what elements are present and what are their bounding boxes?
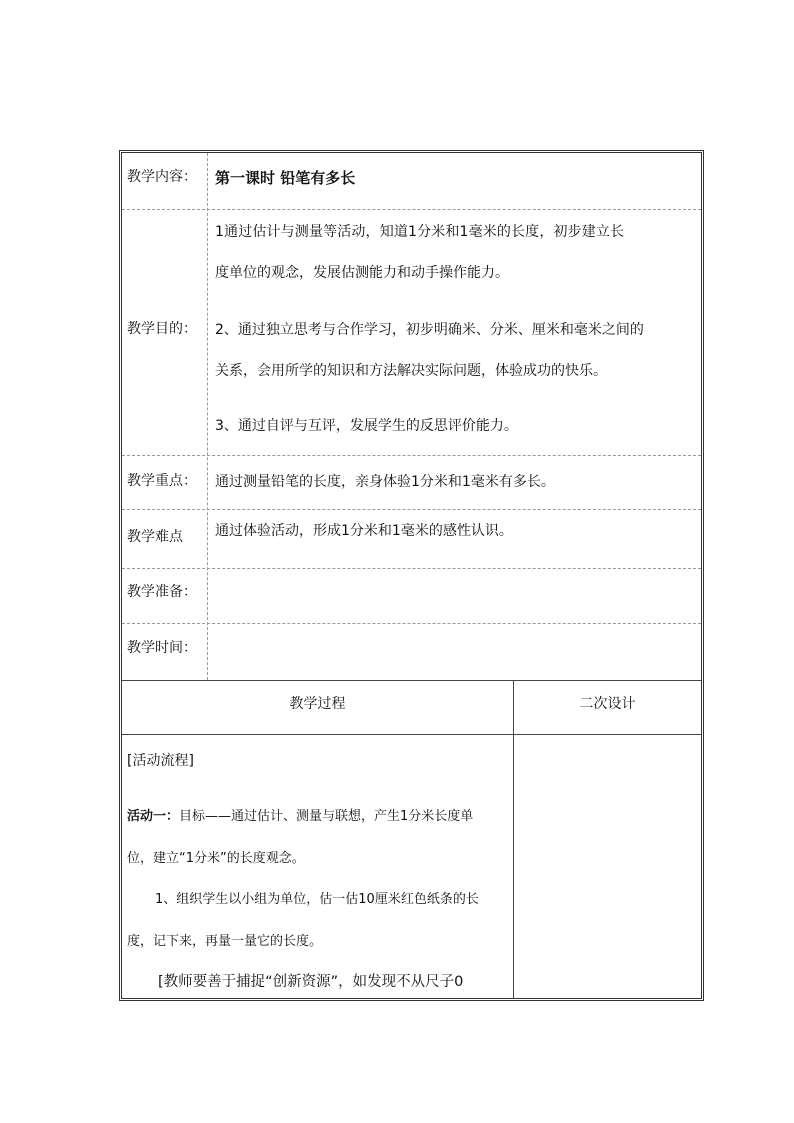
row-divider (122, 455, 701, 456)
difficulties-value: 通过体验活动，形成1分米和1毫米的感性认识。 (215, 523, 513, 539)
objective-1-line-1: 1通过估计与测量等活动，知道1分米和1毫米的长度，初步建立长 (215, 224, 625, 240)
step-1-line-2: 度，记下来，再量一量它的长度。 (127, 934, 323, 949)
teacher-note-line-1: [教师要善于捕捉“创新资源”，如发现不从尺子0 (158, 974, 464, 990)
step-1-line-1: 1、组织学生以小组为单位，估一估10厘米红色纸条的长 (155, 892, 479, 907)
objective-2-line-1: 2、通过独立思考与合作学习，初步明确米、分米、厘米和毫米之间的 (215, 322, 644, 338)
activity-1-line-1: 目标——通过估计、测量与联想，产生1分米长度单 (179, 809, 474, 824)
activity-1-line-2: 位，建立“1分米”的长度观念。 (127, 851, 305, 866)
content-value: 第一课时 铅笔有多长 (215, 169, 356, 187)
row-divider (122, 509, 701, 510)
difficulties-label: 教学难点 (127, 529, 183, 545)
process-header: 教学过程 (289, 696, 346, 712)
flow-title: [活动流程] (127, 753, 194, 769)
column-divider (513, 680, 514, 998)
objective-2-line-2: 关系，会用所学的知识和方法解决实际问题，体验成功的快乐。 (215, 363, 607, 379)
column-divider (207, 153, 208, 680)
content-label: 教学内容： (127, 169, 197, 185)
row-divider (122, 568, 701, 569)
activity-1-label: 活动一： (127, 809, 180, 824)
row-divider (122, 623, 701, 624)
key-points-label: 教学重点： (127, 473, 197, 489)
row-divider (122, 680, 701, 681)
objective-1-line-2: 度单位的观念，发展估测能力和动手操作能力。 (215, 265, 509, 281)
objective-3-line-1: 3、通过自评与互评，发展学生的反思评价能力。 (215, 418, 518, 434)
key-points-value: 通过测量铅笔的长度，亲身体验1分米和1毫米有多长。 (215, 474, 555, 490)
redesign-header: 二次设计 (579, 696, 636, 712)
time-label: 教学时间： (127, 640, 197, 656)
row-divider (122, 209, 701, 210)
objectives-label: 教学目的： (127, 321, 197, 337)
preparation-label: 教学准备： (127, 584, 197, 600)
row-divider (122, 734, 701, 735)
